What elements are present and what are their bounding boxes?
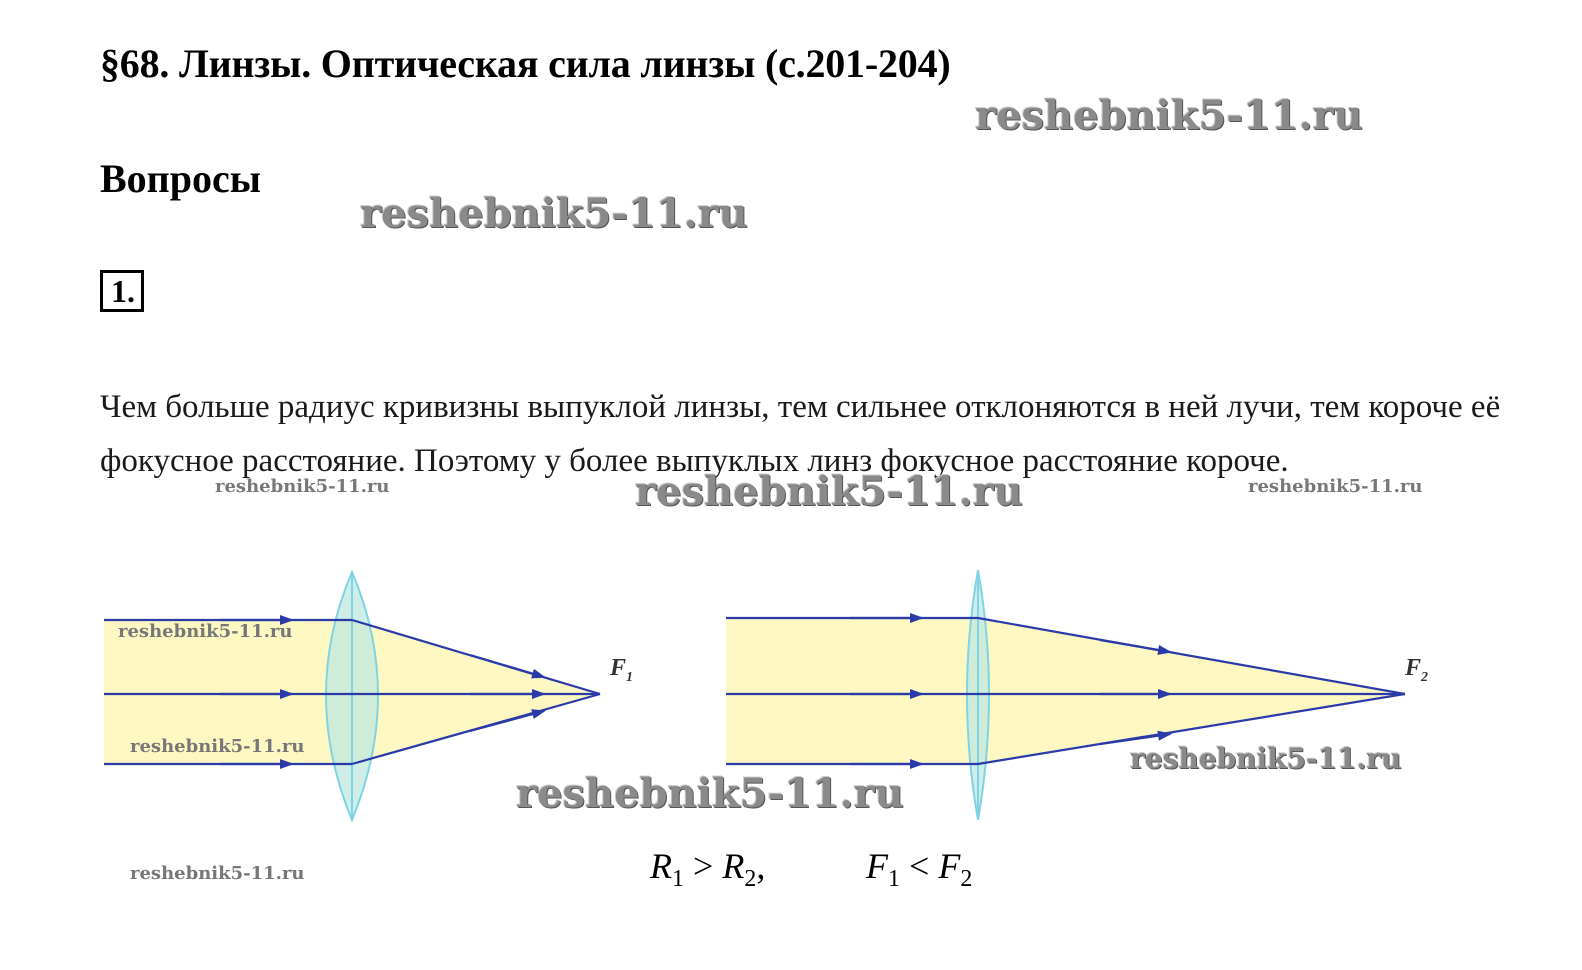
page-title: §68. Линзы. Оптическая сила линзы (с.201-204) (100, 41, 951, 86)
focus-label-left: $F_1$ (610, 655, 634, 685)
watermark: reshebnik5-11.ru (360, 190, 748, 237)
answer-text: Чем больше радиус кривизны выпуклой линзы, тем сильнее отклоняются в ней лучи, тем короче её фокусное расстояние. Поэтому у более выпуклых линз фокусное расстояние короче. (100, 389, 1501, 479)
watermark: reshebnik5-11.ru (975, 92, 1363, 139)
watermark: reshebnik5-11.ru (1248, 476, 1423, 497)
watermark: reshebnik5-11.ru (635, 468, 1023, 515)
watermark: reshebnik5-11.ru (215, 476, 390, 497)
watermark: reshebnik5-11.ru (118, 621, 293, 642)
watermark: reshebnik5-11.ru (130, 863, 305, 884)
watermark: reshebnik5-11.ru (130, 736, 305, 757)
section-heading: Вопросы (100, 156, 261, 201)
watermark: reshebnik5-11.ru (516, 770, 904, 817)
formula-focal-lengths: $F_1 < F_2$ (866, 846, 973, 893)
question-number: 1. (100, 270, 144, 312)
formula-radii: $R_1 > R_2$, (650, 846, 766, 893)
watermark: reshebnik5-11.ru (1130, 742, 1402, 775)
focus-label-right: $F_2$ (1405, 655, 1429, 685)
